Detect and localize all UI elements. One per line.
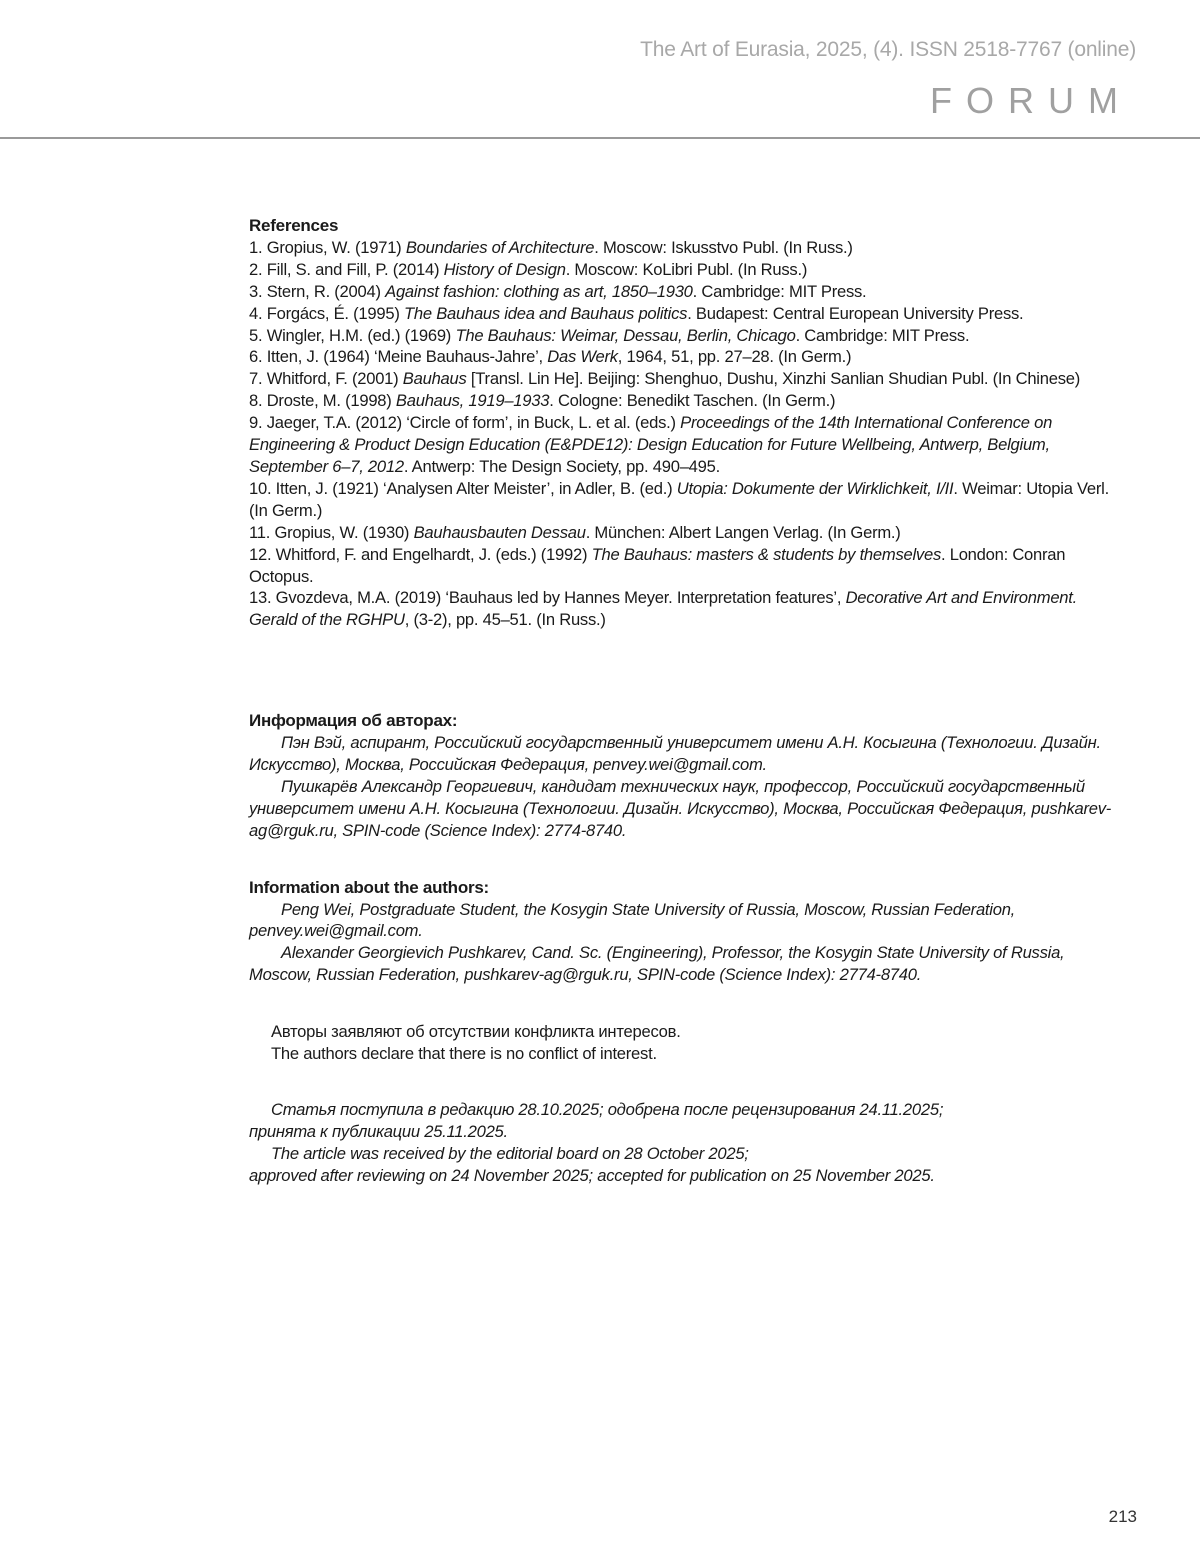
references-heading: References <box>249 216 339 235</box>
page-content <box>249 215 1129 1187</box>
reference-item: 10. Itten, J. (1921) ‘Analysen Alter Meister’, in Adler, B. (ed.) Utopia: Dokumente der Wirklichkeit, I/II. Weimar: Utopia Verl. (In Germ.) <box>249 478 1109 520</box>
reference-item: 12. Whitford, F. and Engelhardt, J. (eds.) (1992) The Bauhaus: masters & students by themselves. London: Conran Octopus. <box>249 544 1066 586</box>
section-label: FORUM <box>930 80 1132 121</box>
references-section <box>249 215 1129 631</box>
conflict-statement-en: The authors declare that there is no conflict of interest. <box>271 1044 657 1064</box>
reference-item: 5. Wingler, H.M. (ed.) (1969) The Bauhaus: Weimar, Dessau, Berlin, Chicago. Cambridge: MIT Press. <box>249 325 970 345</box>
authors-info-en <box>249 877 1129 987</box>
reference-item: 13. Gvozdeva, M.A. (2019) ‘Bauhaus led by Hannes Meyer. Interpretation features’, Decorative Art and Environment. Gerald of the RGHPU, (3-2), pp. 45–51. (In Russ.) <box>249 588 1078 630</box>
journal-citation-line: The Art of Eurasia, 2025, (4). ISSN 2518-7767 (online) <box>640 38 1136 61</box>
authors-info-en-heading: Information about the authors: <box>249 877 489 897</box>
reference-item: 8. Droste, M. (1998) Bauhaus, 1919–1933. Cologne: Benedikt Taschen. (In Germ.) <box>249 391 836 411</box>
page-number: 213 <box>1108 1507 1137 1526</box>
author-entry: Peng Wei, Postgraduate Student, the Kosygin State University of Russia, Moscow, Russian Federation, penvey.wei@gmail.com. <box>249 899 1016 941</box>
author-entry: Пэн Вэй, аспирант, Российский государственный университет имени А.Н. Косыгина (Технологии. Дизайн. Искусство), Москва, Российская Федерация, penvey.wei@gmail.com. <box>249 733 1101 775</box>
reference-item: 9. Jaeger, T.A. (2012) ‘Circle of form’, in Buck, L. et al. (eds.) Proceedings of the 14th International Conference on Engineering & Product Design Education (E&PDE12): Design Education for Future Wellbeing, Antwerp, Belgium, September 6–7, 2012. Antwerp: The Design Society, pp. 490–495. <box>249 413 1053 476</box>
reference-item: 4. Forgács, É. (1995) The Bauhaus idea and Bauhaus politics. Budapest: Central European University Press. <box>249 303 1024 323</box>
dates-en-line-2: approved after reviewing on 24 November 2025; accepted for publication on 25 November 2025. <box>249 1165 935 1185</box>
conflict-of-interest <box>249 1021 1129 1065</box>
article-dates <box>249 1099 1129 1187</box>
dates-ru-line-1: Статья поступила в редакцию 28.10.2025; одобрена после рецензирования 24.11.2025; <box>271 1100 944 1119</box>
reference-item: 7. Whitford, F. (2001) Bauhaus [Transl. Lin He]. Beijing: Shenghuo, Dushu, Xinzhi Sanlian Shudian Publ. (In Chinese) <box>249 369 1080 389</box>
reference-item: 1. Gropius, W. (1971) Boundaries of Architecture. Moscow: Iskusstvo Publ. (In Russ.) <box>249 237 853 257</box>
reference-item: 3. Stern, R. (2004) Against fashion: clothing as art, 1850–1930. Cambridge: MIT Press. <box>249 281 867 301</box>
reference-item: 6. Itten, J. (1964) ‘Meine Bauhaus-Jahre’, Das Werk, 1964, 51, pp. 27–28. (In Germ.) <box>249 347 852 367</box>
reference-item: 11. Gropius, W. (1930) Bauhausbauten Dessau. München: Albert Langen Verlag. (In Germ.) <box>249 522 901 542</box>
header-divider <box>0 137 1200 139</box>
dates-ru-line-2: принята к публикации 25.11.2025. <box>249 1121 508 1141</box>
author-entry: Alexander Georgievich Pushkarev, Cand. Sc. (Engineering), Professor, the Kosygin State University of Russia, Moscow, Russian Federation, pushkarev-ag@rguk.ru, SPIN-code (Science Index): 2774-8740. <box>249 943 1065 985</box>
authors-info-ru-heading: Информация об авторах: <box>249 711 458 731</box>
reference-item: 2. Fill, S. and Fill, P. (2014) History of Design. Moscow: KoLibri Publ. (In Russ.) <box>249 259 808 279</box>
author-entry: Пушкарёв Александр Георгиевич, кандидат технических наук, профессор, Российский государственный университет имени А.Н. Косыгина (Технологии. Дизайн. Искусство), Москва, Российская Федерация, pushkarev-ag@rguk.ru, SPIN-code (Science Index): 2774-8740. <box>249 776 1112 840</box>
conflict-statement-ru: Авторы заявляют об отсутствии конфликта интересов. <box>271 1022 681 1042</box>
dates-en-line-1: The article was received by the editorial board on 28 October 2025; <box>271 1143 749 1163</box>
authors-info-ru <box>249 710 1129 841</box>
